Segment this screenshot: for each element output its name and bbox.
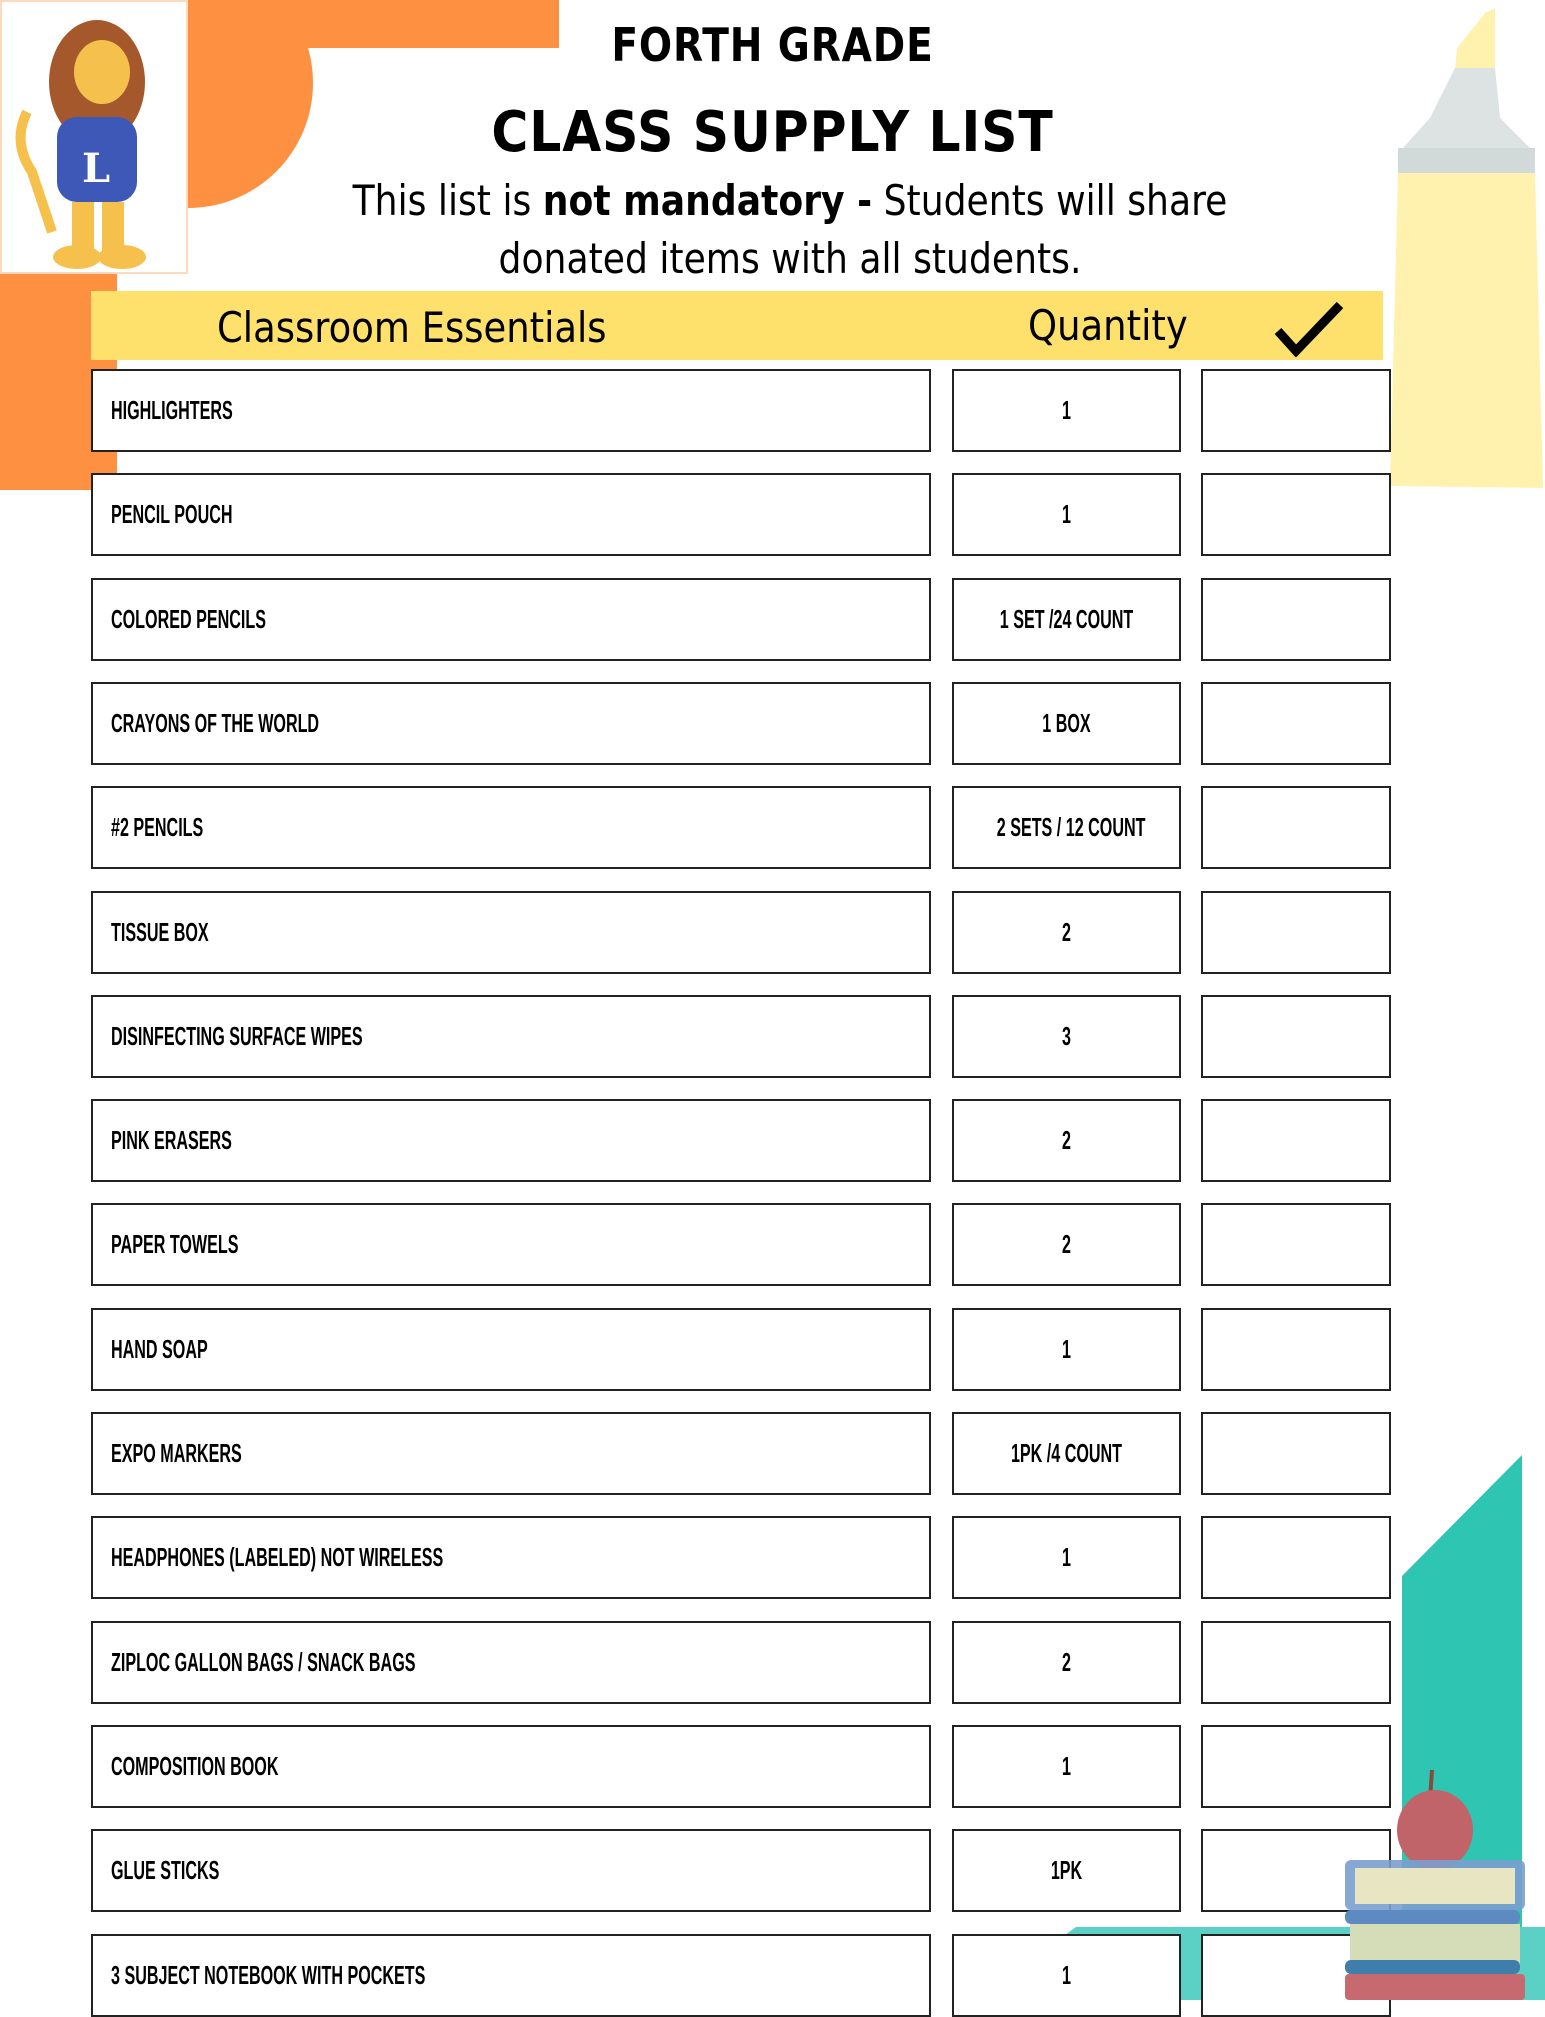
check-box[interactable] [1201,682,1391,765]
item-label: 3 SUBJECT NOTEBOOK WITH POCKETS [111,1959,426,1990]
item-cell [91,473,931,556]
check-box[interactable] [1201,578,1391,661]
quantity-cell [952,1829,1181,1912]
table-row [91,1308,1390,1391]
check-box[interactable] [1201,1621,1391,1704]
table-row [91,1829,1390,1912]
item-label: PENCIL POUCH [111,499,233,530]
checkmark-icon [1274,301,1344,357]
table-row [91,1516,1390,1599]
item-label: HEADPHONES (LABELED) NOT WIRELESS [111,1542,444,1573]
item-cell [91,1516,931,1599]
check-box[interactable] [1201,1203,1391,1286]
quantity-cell [952,1621,1181,1704]
table-row [91,682,1390,765]
quantity-value: 3 [1062,1020,1071,1051]
check-box[interactable] [1201,369,1391,452]
item-cell [91,1412,931,1495]
quantity-cell [952,1308,1181,1391]
check-box[interactable] [1201,1308,1391,1391]
quantity-value: 1 [1062,499,1071,530]
item-cell [91,786,931,869]
item-cell [91,1829,931,1912]
quantity-value: 2 SETS / 12 COUNT [996,812,1146,843]
quantity-cell [952,1099,1181,1182]
item-label: HIGHLIGHTERS [111,395,233,425]
item-cell [91,578,931,661]
quantity-cell [952,682,1181,765]
quantity-value: 1 [1062,1542,1071,1573]
check-box[interactable] [1201,995,1391,1078]
quantity-value: 2 [1062,1125,1071,1156]
item-label: COLORED PENCILS [111,603,266,634]
item-label: #2 PENCILS [111,812,204,843]
quantity-cell [952,473,1181,556]
table-row [91,1203,1390,1286]
table-row [91,578,1390,661]
quantity-value: 1 [1062,1750,1071,1781]
item-cell [91,1934,931,2017]
quantity-cell [952,1203,1181,1286]
quantity-cell [952,1412,1181,1495]
quantity-cell [952,578,1181,661]
item-cell [91,369,931,452]
item-label: ZIPLOC GALLON BAGS / SNACK BAGS [111,1646,416,1677]
item-cell [91,682,931,765]
item-label: DISINFECTING SURFACE WIPES [111,1020,363,1051]
books-and-apple-illustration [1340,1760,1530,2000]
item-cell [91,1725,931,1808]
item-cell [91,891,931,974]
item-cell [91,995,931,1078]
quantity-value: 1 [1062,395,1071,425]
table-row [91,473,1390,556]
item-label: CRAYONS OF THE WORLD [111,707,320,738]
item-label: COMPOSITION BOOK [111,1750,279,1781]
check-box[interactable] [1201,1412,1391,1495]
item-cell [91,1308,931,1391]
table-row [91,1412,1390,1495]
quantity-cell [952,891,1181,974]
quantity-cell [952,1725,1181,1808]
column-header-quantity: Quantity [1028,301,1188,350]
item-cell [91,1621,931,1704]
subtitle-note [283,172,1298,288]
table-row [91,369,1390,452]
item-label: TISSUE BOX [111,916,209,947]
check-box[interactable] [1201,1099,1391,1182]
check-box[interactable] [1201,786,1391,869]
column-header-item: Classroom Essentials [217,303,607,352]
item-label: EXPO MARKERS [111,1438,242,1468]
table-row [91,1099,1390,1182]
subtitle-post: Students will share donated items with all students. [498,176,1228,283]
quantity-value: 1 [1062,1959,1071,1990]
check-box[interactable] [1201,473,1391,556]
table-row [91,1934,1390,2017]
title-forth-grade: FORTH GRADE [611,18,934,72]
quantity-value: 1PK [1050,1855,1083,1886]
quantity-value: 1PK /4 COUNT [1010,1438,1123,1468]
table-row [91,891,1390,974]
mascot-letter: L [82,145,111,192]
quantity-value: 2 [1062,1229,1071,1260]
item-cell [91,1099,931,1182]
subtitle-bold: not mandatory - [542,176,873,225]
quantity-cell [952,1516,1181,1599]
quantity-cell [952,369,1181,452]
quantity-cell [952,995,1181,1078]
quantity-value: 2 [1062,916,1071,947]
quantity-value: 1 BOX [1042,707,1091,738]
quantity-cell [952,1934,1181,2017]
table-header [91,291,1383,360]
item-cell [91,1203,931,1286]
subtitle-pre: This list is [352,176,543,225]
table-row [91,995,1390,1078]
item-label: HAND SOAP [111,1333,208,1364]
table-row [91,1621,1390,1704]
quantity-value: 2 [1062,1646,1071,1677]
quantity-cell [952,786,1181,869]
title-class-supply-list: CLASS SUPPLY LIST [491,100,1054,165]
table-row [91,1725,1390,1808]
quantity-value: 1 SET /24 COUNT [999,603,1134,634]
item-label: PINK ERASERS [111,1125,232,1156]
item-label: GLUE STICKS [111,1855,220,1886]
quantity-value: 1 [1062,1333,1071,1364]
table-row [91,786,1390,869]
item-label: PAPER TOWELS [111,1229,239,1260]
check-box[interactable] [1201,891,1391,974]
check-box[interactable] [1201,1516,1391,1599]
